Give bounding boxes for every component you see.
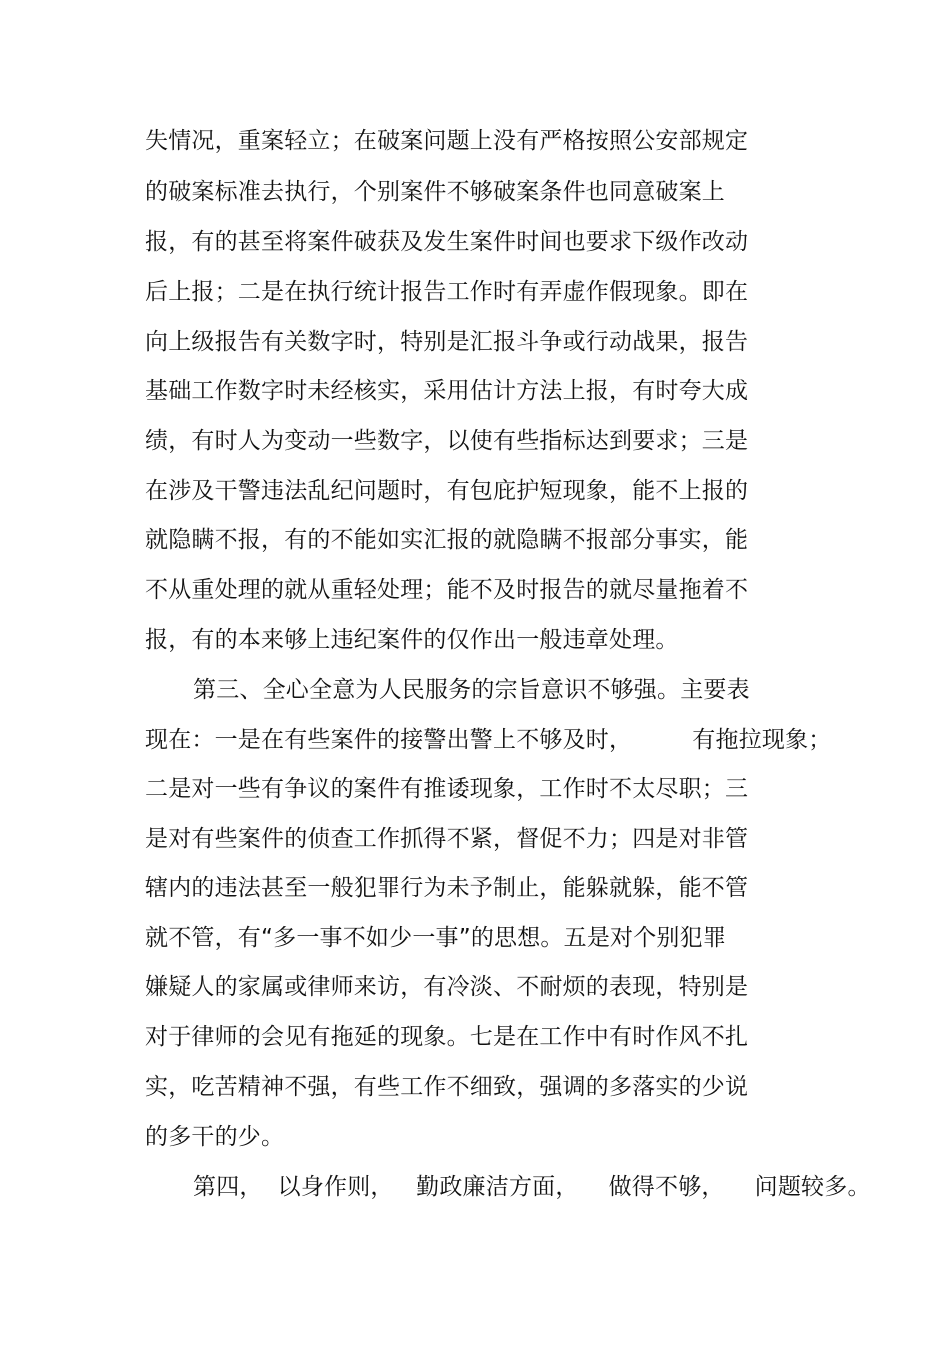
text-line: 现在：一是在有些案件的接警出警上不够及时， 有拖拉现象；: [145, 727, 832, 753]
text-line: 不从重处理的就从重轻处理；能不及时报告的就尽量拖着不: [145, 577, 749, 603]
text-line: 报，有的本来够上违纪案件的仅作出一般违章处理。: [145, 627, 679, 653]
text-line: 在涉及干警违法乱纪问题时，有包庇护短现象，能不上报的: [145, 478, 749, 504]
text-line: 二是对一些有争议的案件有推诿现象，工作时不太尽职；三: [145, 776, 749, 802]
text-line: 后上报；二是在执行统计报告工作时有弄虚作假现象。即在: [145, 279, 749, 305]
text-line: 辖内的违法甚至一般犯罪行为未予制止，能躲就躲，能不管: [145, 875, 749, 901]
text-line: 的多干的少。: [145, 1124, 285, 1150]
text-line: 就不管，有“多一事不如少一事”的思想。五是对个别犯罪: [145, 925, 727, 951]
text-line: 基础工作数字时未经核实，采用估计方法上报，有时夸大成: [145, 378, 749, 404]
text-line: 是对有些案件的侦查工作抓得不紧，督促不力；四是对非管: [145, 826, 749, 852]
text-line: 向上级报告有关数字时，特别是汇报斗争或行动战果，报告: [145, 329, 749, 355]
text-line: 就隐瞒不报，有的不能如实汇报的就隐瞒不报部分事实，能: [145, 527, 749, 553]
text-line: 对于律师的会见有拖延的现象。七是在工作中有时作风不扎: [145, 1024, 749, 1050]
paragraph-heading-line: 第四， 以身作则， 勤政廉洁方面， 做得不够， 问题较多。: [193, 1174, 871, 1200]
text-line: 失情况，重案轻立；在破案问题上没有严格按照公安部规定: [145, 128, 749, 154]
paragraph-heading-line: 第三、全心全意为人民服务的宗旨意识不够强。主要表: [193, 677, 750, 703]
text-line: 报，有的甚至将案件破获及发生案件时间也要求下级作改动: [145, 229, 749, 255]
text-line: 的破案标准去执行，个别案件不够破案条件也同意破案上: [145, 179, 725, 205]
text-line: 绩，有时人为变动一些数字，以使有些指标达到要求；三是: [145, 428, 749, 454]
text-line: 实，吃苦精神不强，有些工作不细致，强调的多落实的少说: [145, 1074, 749, 1100]
text-line: 嫌疑人的家属或律师来访，有冷淡、不耐烦的表现，特别是: [145, 974, 749, 1000]
